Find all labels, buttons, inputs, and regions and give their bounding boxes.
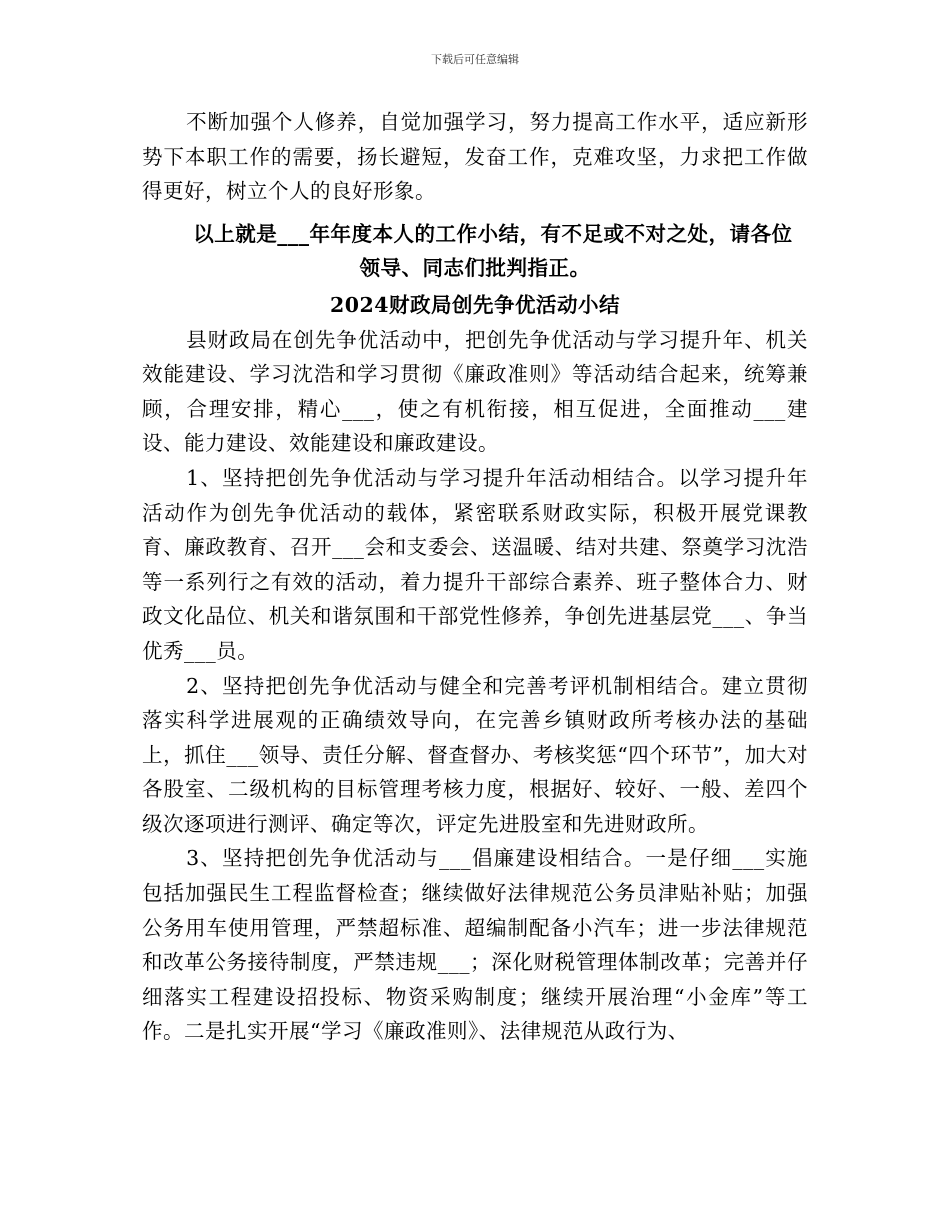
paragraph-intro: 县财政局在创先争优活动中，把创先争优活动与学习提升年、机关效能建设、学习沈浩和学习贯彻《廉政准则》等活动结合起来，统筹兼顾，合理安排，精心___，使之有机衔接，相互促进，全面推动___建设、能力建设、效能建设和廉政建设。 [142,327,808,456]
closing-statement-line-2: 领导、同志们批判指正。 [359,256,591,281]
closing-statement-line-1: 以上就是___年年度本人的工作小结，有不足或不对之处，请各位 [193,221,793,246]
page-header: 下载后可任意编辑 [431,53,519,66]
paragraph-point-2: 2、坚持把创先争优活动与健全和完善考评机制相结合。建立贯彻落实科学进展观的正确绩效导向，在完善乡镇财政所考核办法的基础上，抓住___领导、责任分解、督查督办、考核奖惩“四个环节”，加大对各股室、二级机构的目标管理考核力度，根据好、较好、一般、差四个级次逐项进行测评、确定等次，评定先进股室和先进财政所。 [142,673,808,836]
section-title: 2024财政局创先争优活动小结 [329,292,621,317]
paragraph-self-improvement: 不断加强个人修养，自觉加强学习，努力提高工作水平，适应新形势下本职工作的需要，扬长避短，发奋工作，克难攻坚，力求把工作做得更好，树立个人的良好形象。 [142,110,808,204]
paragraph-point-3: 3、坚持把创先争优活动与___倡廉建设相结合。一是仔细___实施包括加强民生工程监督检查；继续做好法律规范公务员津贴补贴；加强公务用车使用管理，严禁超标准、超编制配备小汽车；进一步法律规范和改革公务接待制度，严禁违规___；深化财税管理体制改革；完善并仔细落实工程建设招投标、物资采购制度；继续开展治理“小金库”等工作。二是扎实开展“学习《廉政准则》、法律规范从政行为、 [142,846,808,1044]
document-body [142,105,808,1049]
paragraph-point-1: 1、坚持把创先争优活动与学习提升年活动相结合。以学习提升年活动作为创先争优活动的载体，紧密联系财政实际，积极开展党课教育、廉政教育、召开___会和支委会、送温暖、结对共建、祭奠学习沈浩等一系列行之有效的活动，着力提升干部综合素养、班子整体合力、财政文化品位、机关和谐氛围和干部党性修养，争创先进基层党___、争当优秀___员。 [142,465,808,663]
